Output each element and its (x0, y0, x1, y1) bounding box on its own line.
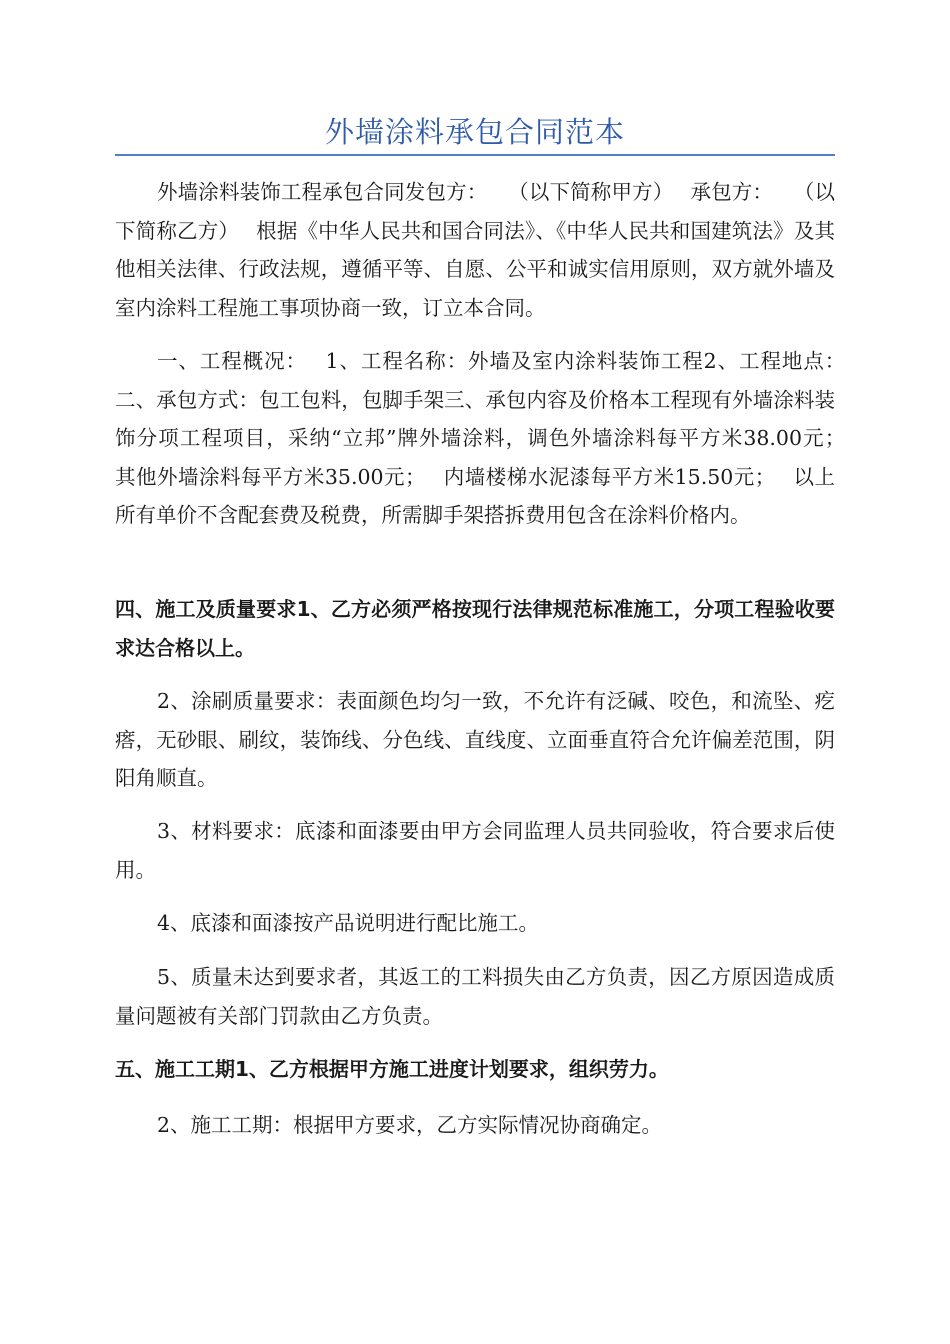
title-underline (115, 154, 835, 156)
paragraph-painting-quality: 2、涂刷质量要求：表面颜色均匀一致，不允许有泛碱、咬色，和流坠、疙瘩，无砂眼、刷纹，装饰线、分色线、直线度、立面垂直符合允许偏差范围，阴阳角顺直。 (115, 689, 835, 790)
paragraph-material-requirements: 3、材料要求：底漆和面漆要由甲方会同监理人员共同验收，符合要求后使用。 (115, 819, 835, 882)
paragraph-intro: 外墙涂料装饰工程承包合同发包方： （以下简称甲方） 承包方： （以下简称乙方） 根据《中华人民共和国合同法》、《中华人民共和国建筑法》及其他相关法律、行政法规，遵循平等、自愿、公平和诚实信用原则，双方就外墙及室内涂料工程施工事项协商一致，订立本合同。 (115, 180, 835, 320)
paragraph-project-overview: 一、工程概况： 1、工程名称：外墙及室内涂料装饰工程2、工程地点： 二、承包方式：包工包料，包脚手架三、承包内容及价格本工程现有外墙涂料装饰分项工程项目，采纳“立邦”牌外墙涂料，调色外墙涂料每平方米38.00元； 其他外墙涂料每平方米35.00元； 内墙楼梯水泥漆每平方米15.50元； 以上所有单价不含配套费及税费，所需脚手架搭拆费用包含在涂料价格内。 (115, 349, 863, 527)
document-title: 外墙涂料承包合同范本 (324, 115, 625, 149)
paragraph-construction-period: 2、施工工期：根据甲方要求，乙方实际情况协商确定。 (157, 1113, 663, 1137)
paragraph-quality-failure: 5、质量未达到要求者，其返工的工料损失由乙方负责，因乙方原因造成质量问题被有关部门罚款由乙方负责。 (115, 965, 835, 1028)
heading-construction-period: 五、施工工期1、乙方根据甲方施工进度计划要求，组织劳力。 (115, 1057, 669, 1081)
paragraph-mixing: 4、底漆和面漆按产品说明进行配比施工。 (157, 911, 540, 935)
heading-construction-quality: 四、施工及质量要求1、乙方必须严格按现行法律规范标准施工，分项工程验收要求达合格以上。 (115, 597, 835, 660)
